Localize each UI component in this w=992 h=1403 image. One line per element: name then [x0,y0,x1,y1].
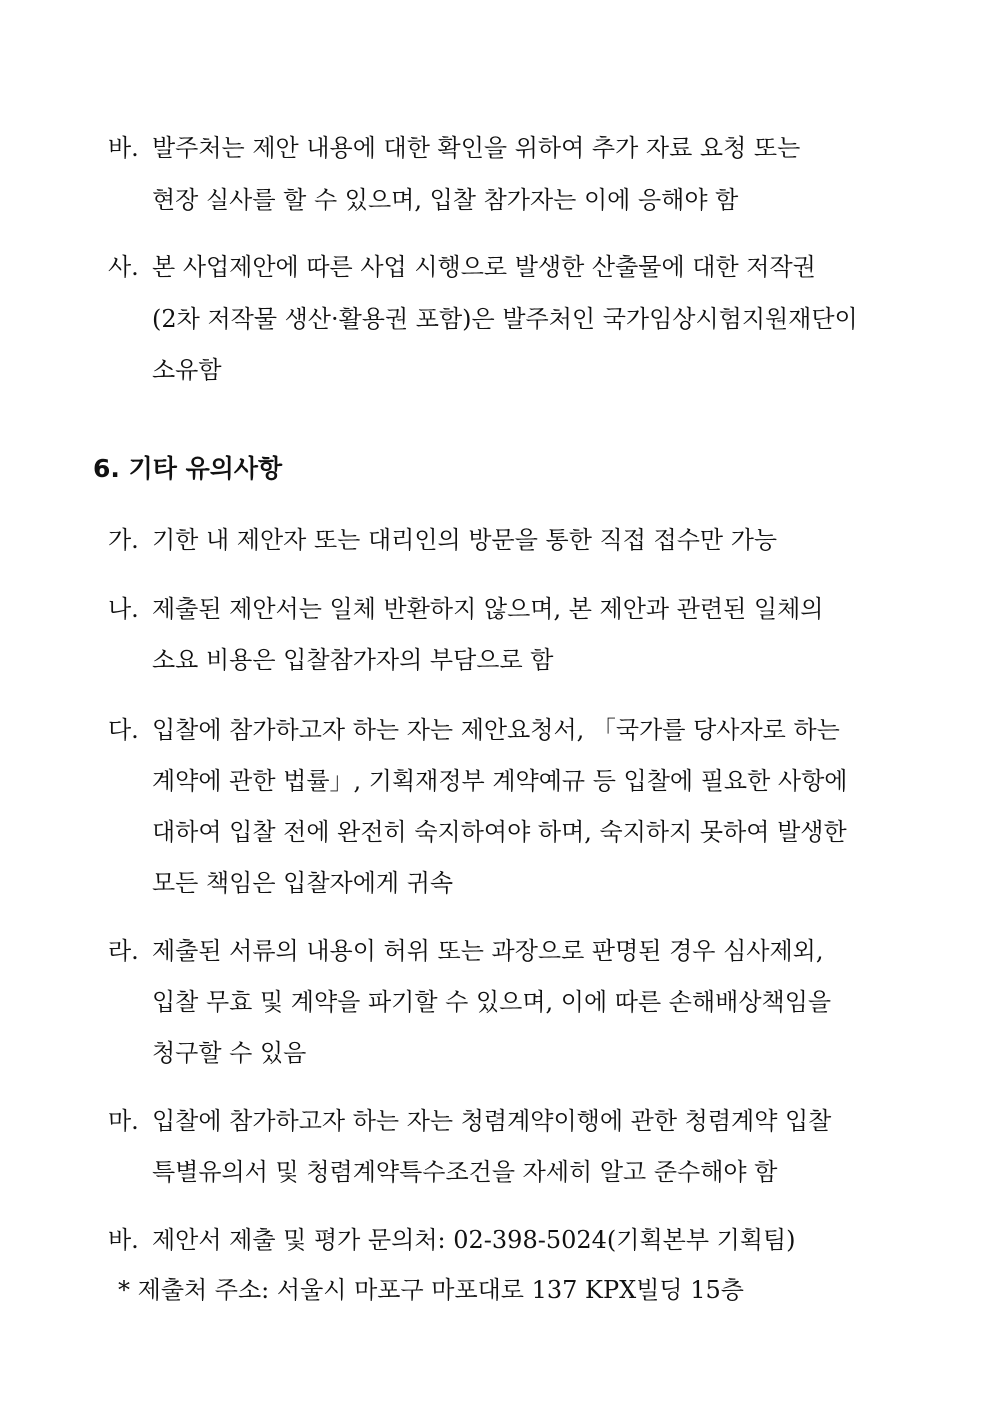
item-text-line: 계약에 관한 법률」, 기획재정부 계약예규 등 입찰에 필요한 사항에 [152,767,848,795]
item-text-line: (2차 저작물 생산·활용권 포함)은 발주처인 국가임상시험지원재단이 [152,305,858,333]
item-marker: 라. [108,937,139,965]
item-text-line: 입찰 무효 및 계약을 파기할 수 있으며, 이에 따른 손해배상책임을 [152,988,832,1016]
item-text-line: 청구할 수 있음 [152,1039,307,1067]
item-text-line: 본 사업제안에 따른 사업 시행으로 발생한 산출물에 대한 저작권 [152,253,816,281]
item-text-line: 제출된 서류의 내용이 허위 또는 과장으로 판명된 경우 심사제외, [152,937,824,965]
item-text-line: 대하여 입찰 전에 완전히 숙지하여야 하며, 숙지하지 못하여 발생한 [152,818,847,846]
item-text-line: 소요 비용은 입찰참가자의 부담으로 함 [152,646,554,674]
item-marker: 바. [108,134,139,162]
item-marker: 바. [108,1226,139,1254]
item-text-line: 모든 책임은 입찰자에게 귀속 [152,869,454,897]
item-marker: 다. [108,716,139,744]
item-text-line: 발주처는 제안 내용에 대한 확인을 위하여 추가 자료 요청 또는 [152,134,801,162]
item-text-line: 기한 내 제안자 또는 대리인의 방문을 통한 직접 접수만 가능 [152,526,778,554]
address-note: * 제출처 주소: 서울시 마포구 마포대로 137 KPX빌딩 15층 [118,1276,744,1304]
item-marker: 사. [108,253,139,281]
item-marker: 나. [108,595,139,623]
item-text-line: 현장 실사를 할 수 있으며, 입찰 참가자는 이에 응해야 함 [152,186,739,214]
section-heading: 6. 기타 유의사항 [93,454,283,483]
item-marker: 가. [108,526,139,554]
item-text-line: 제출된 제안서는 일체 반환하지 않으며, 본 제안과 관련된 일체의 [152,595,824,623]
item-text-line: 입찰에 참가하고자 하는 자는 제안요청서, 「국가를 당사자로 하는 [152,716,840,744]
item-text-line: 제안서 제출 및 평가 문의처: 02-398-5024(기획본부 기획팀) [152,1226,796,1254]
item-text-line: 특별유의서 및 청렴계약특수조건을 자세히 알고 준수해야 함 [152,1158,778,1186]
item-text-line: 소유함 [152,356,222,384]
item-text-line: 입찰에 참가하고자 하는 자는 청렴계약이행에 관한 청렴계약 입찰 [152,1107,832,1135]
item-marker: 마. [108,1107,139,1135]
